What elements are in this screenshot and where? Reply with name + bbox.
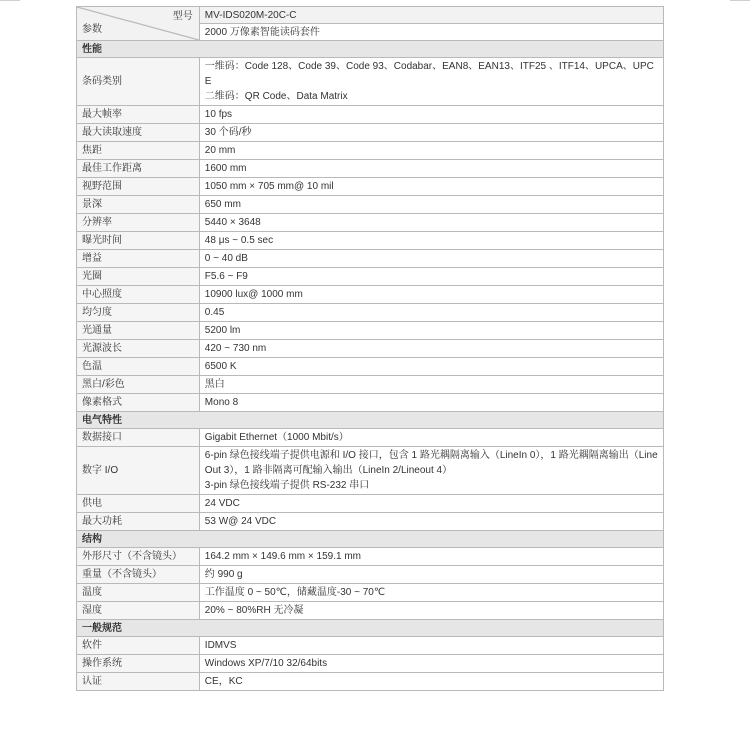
- spec-value-line: 53 W@ 24 VDC: [204, 516, 277, 527]
- spec-value: [199, 584, 663, 602]
- model-name-value: 2000 万像素智能读码套件: [199, 24, 663, 41]
- header-diagonal-cell: [77, 7, 200, 41]
- page-corner-mark-left: [0, 0, 20, 1]
- spec-row: [77, 322, 664, 340]
- spec-value-line: 420 ~ 730 nm: [204, 343, 267, 354]
- spec-label: 黑白/彩色: [77, 376, 200, 394]
- spec-label: 光圈: [77, 268, 200, 286]
- section-title: 电气特性: [77, 412, 664, 429]
- spec-row: [77, 304, 664, 322]
- spec-label: 中心照度: [77, 286, 200, 304]
- spec-row: [77, 178, 664, 196]
- spec-row: [77, 394, 664, 412]
- spec-label: 最佳工作距离: [77, 160, 200, 178]
- spec-row: [77, 124, 664, 142]
- spec-value: [199, 513, 663, 531]
- spec-row: [77, 495, 664, 513]
- spec-value: [199, 196, 663, 214]
- spec-row: [77, 637, 664, 655]
- spec-label: 分辨率: [77, 214, 200, 232]
- spec-label: 焦距: [77, 142, 200, 160]
- spec-row: [77, 196, 664, 214]
- spec-label: 光源波长: [77, 340, 200, 358]
- header-param-label: 参数: [82, 24, 102, 35]
- spec-label: 操作系统: [77, 655, 200, 673]
- spec-value: [199, 495, 663, 513]
- spec-row: [77, 358, 664, 376]
- spec-value-line: 10 fps: [204, 109, 233, 120]
- section-title: 一般规范: [77, 620, 664, 637]
- spec-row: [77, 429, 664, 447]
- spec-label: 视野范围: [77, 178, 200, 196]
- spec-value-line: 0 ~ 40 dB: [204, 253, 248, 264]
- spec-value-line: 6-pin 绿色接线端子提供电源和 I/O 接口，包含 1 路光耦隔离输入（LineIn 0），1 路光耦隔离输出（LineOut 3），1 路非隔离可配输入输出（LineIn 2/Lineout 4）: [204, 450, 658, 476]
- spec-label: 软件: [77, 637, 200, 655]
- spec-label: 像素格式: [77, 394, 200, 412]
- spec-value: [199, 160, 663, 178]
- spec-row: [77, 286, 664, 304]
- spec-value-line: 10900 lux@ 1000 mm: [204, 289, 303, 300]
- spec-row: [77, 376, 664, 394]
- section-header-row: [77, 412, 664, 429]
- spec-value: [199, 358, 663, 376]
- section-header-row: [77, 620, 664, 637]
- spec-row: [77, 548, 664, 566]
- spec-value-line: Mono 8: [204, 397, 239, 408]
- spec-value: [199, 566, 663, 584]
- spec-label: 光通量: [77, 322, 200, 340]
- spec-label: 重量（不含镜头）: [77, 566, 200, 584]
- spec-row: [77, 142, 664, 160]
- spec-value-line: 二维码：QR Code、Data Matrix: [204, 91, 348, 102]
- spec-value: [199, 429, 663, 447]
- spec-value: [199, 376, 663, 394]
- section-title: 结构: [77, 531, 664, 548]
- spec-value: [199, 58, 663, 106]
- spec-row: [77, 214, 664, 232]
- spec-label: 最大读取速度: [77, 124, 200, 142]
- spec-value: [199, 268, 663, 286]
- spec-value: [199, 178, 663, 196]
- spec-row: [77, 232, 664, 250]
- spec-row: [77, 58, 664, 106]
- spec-label: 外形尺寸（不含镜头）: [77, 548, 200, 566]
- spec-value-line: F5.6 ~ F9: [204, 271, 248, 282]
- spec-value-line: 工作温度 0 ~ 50℃，储藏温度-30 ~ 70℃: [204, 587, 386, 598]
- spec-value-line: 24 VDC: [204, 498, 240, 509]
- spec-value: [199, 602, 663, 620]
- spec-value-line: CE，KC: [204, 676, 243, 687]
- spec-value: [199, 232, 663, 250]
- spec-label: 增益: [77, 250, 200, 268]
- spec-value: [199, 637, 663, 655]
- spec-label: 曝光时间: [77, 232, 200, 250]
- spec-value: [199, 322, 663, 340]
- spec-value-line: 650 mm: [204, 199, 241, 210]
- spec-value: [199, 673, 663, 691]
- spec-label: 均匀度: [77, 304, 200, 322]
- spec-table: [76, 6, 664, 691]
- spec-value: [199, 548, 663, 566]
- spec-value: [199, 106, 663, 124]
- spec-value-line: 黑白: [204, 379, 225, 390]
- spec-value-line: 30 个码/秒: [204, 127, 252, 138]
- spec-label: 景深: [77, 196, 200, 214]
- spec-value: [199, 394, 663, 412]
- spec-value: [199, 214, 663, 232]
- spec-row: [77, 340, 664, 358]
- spec-row: [77, 106, 664, 124]
- spec-value-line: 5440 × 3648: [204, 217, 261, 228]
- spec-label: 供电: [77, 495, 200, 513]
- spec-row: [77, 447, 664, 495]
- spec-label: 最大帧率: [77, 106, 200, 124]
- spec-label: 最大功耗: [77, 513, 200, 531]
- spec-value: [199, 286, 663, 304]
- spec-value: [199, 447, 663, 495]
- spec-label: 数字 I/O: [77, 447, 200, 495]
- page-corner-mark-right: [730, 0, 750, 1]
- spec-row: [77, 268, 664, 286]
- header-row-model: [77, 7, 664, 24]
- spec-value-line: IDMVS: [204, 640, 237, 651]
- spec-value: [199, 655, 663, 673]
- spec-label: 数据接口: [77, 429, 200, 447]
- spec-value-line: Gigabit Ethernet（1000 Mbit/s）: [204, 432, 349, 443]
- spec-row: [77, 655, 664, 673]
- spec-value-line: Windows XP/7/10 32/64bits: [204, 658, 328, 669]
- spec-value: [199, 304, 663, 322]
- spec-label: 温度: [77, 584, 200, 602]
- spec-row: [77, 160, 664, 178]
- spec-value: [199, 142, 663, 160]
- spec-label: 色温: [77, 358, 200, 376]
- spec-value-line: 3-pin 绿色接线端子提供 RS-232 串口: [204, 480, 370, 491]
- spec-row: [77, 673, 664, 691]
- spec-label: 条码类别: [77, 58, 200, 106]
- spec-value-line: 48 μs ~ 0.5 sec: [204, 235, 274, 246]
- spec-value: [199, 340, 663, 358]
- spec-value-line: 6500 K: [204, 361, 237, 372]
- spec-value-line: 约 990 g: [204, 569, 243, 580]
- section-header-row: [77, 41, 664, 58]
- spec-value-line: 20% ~ 80%RH 无冷凝: [204, 605, 304, 616]
- model-value: MV-IDS020M-20C-C: [199, 7, 663, 24]
- spec-value: [199, 250, 663, 268]
- header-model-label: 型号: [172, 11, 193, 22]
- spec-value-line: 20 mm: [204, 145, 236, 156]
- spec-row: [77, 584, 664, 602]
- spec-row: [77, 602, 664, 620]
- spec-value-line: 0.45: [204, 307, 225, 318]
- spec-value-line: 5200 lm: [204, 325, 241, 336]
- spec-value-line: 164.2 mm × 149.6 mm × 159.1 mm: [204, 551, 361, 562]
- spec-label: 湿度: [77, 602, 200, 620]
- section-title: 性能: [77, 41, 664, 58]
- spec-value-line: 1600 mm: [204, 163, 247, 174]
- spec-row: [77, 566, 664, 584]
- spec-value-line: 一维码：Code 128、Code 39、Code 93、Codabar、EAN8、EAN13、ITF25 、ITF14、UPCA、UPCE: [204, 61, 654, 87]
- section-header-row: [77, 531, 664, 548]
- spec-table-body: [77, 7, 664, 691]
- spec-value: [199, 124, 663, 142]
- spec-row: [77, 513, 664, 531]
- spec-label: 认证: [77, 673, 200, 691]
- spec-value-line: 1050 mm × 705 mm@ 10 mil: [204, 181, 334, 192]
- spec-row: [77, 250, 664, 268]
